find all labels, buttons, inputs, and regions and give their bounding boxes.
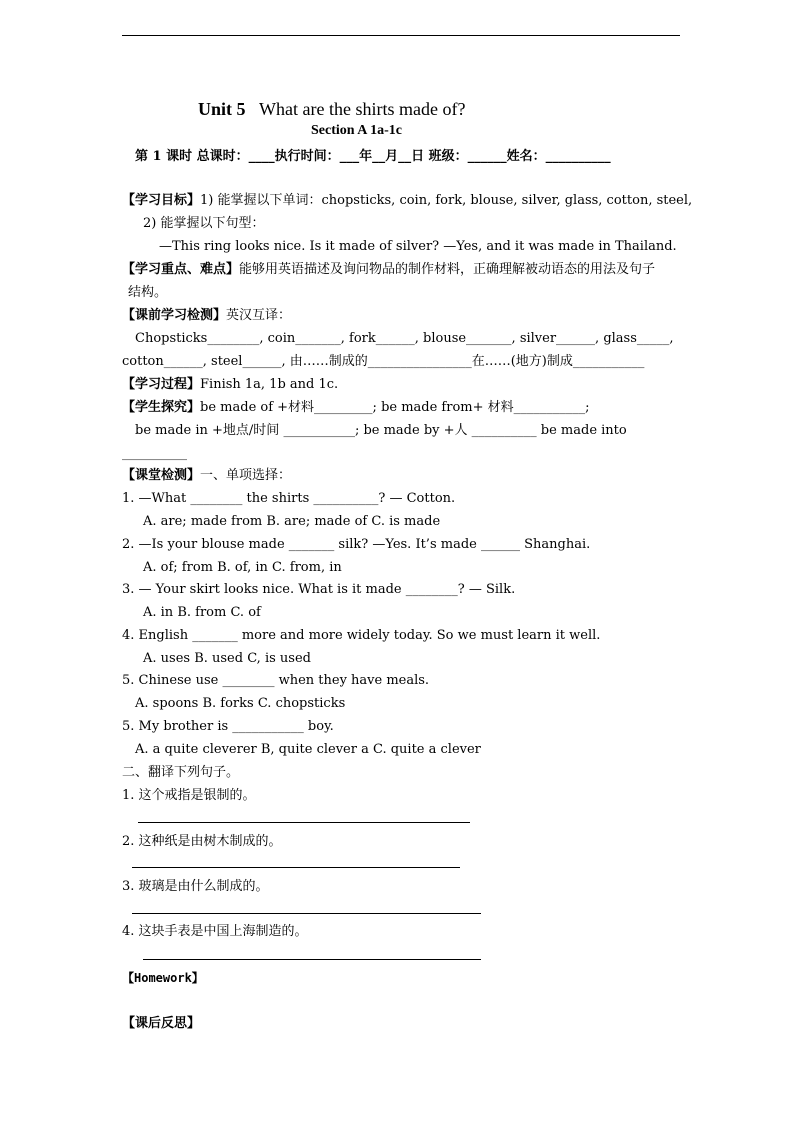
goals-label: 【学习目标】: [122, 193, 201, 208]
translation-3: 3. 玻璃是由什么制成的。: [122, 879, 269, 894]
unit-title: [198, 98, 465, 120]
answer-line-4[interactable]: [143, 959, 481, 960]
answer-line-3[interactable]: [132, 913, 481, 914]
reflection-heading: 【课后反思】: [122, 1016, 201, 1031]
quiz-options-2: A. of; from B. of, in C. from, in: [143, 560, 342, 575]
preview-label: 【课前学习检测】: [122, 308, 227, 323]
quiz-options-1: A. are; made from B. are; made of C. is made: [143, 514, 441, 529]
quiz-part1: 一、单项选择：: [200, 468, 292, 483]
answer-line-1[interactable]: [138, 822, 470, 823]
quiz-options-3: A. in B. from C. of: [143, 605, 261, 620]
goals-words: 1) 能掌握以下单词：chopsticks, coin, fork, blouse, silver, glass, cotton, steel,: [200, 193, 693, 208]
explore-label: 【学生探究】: [122, 400, 201, 415]
preview-line1: Chopsticks________, coin_______, fork______, blouse_______, silver______, glass_____,: [135, 331, 674, 346]
quiz-options-5: A. spoons B. forks C. chopsticks: [135, 696, 346, 711]
lesson-info: 第 1 课时 总课时：____执行时间：___年__月__日 班级：______姓名：__________: [135, 149, 611, 164]
homework-heading: 【Homework】: [122, 971, 204, 985]
keypoints-line1: [122, 261, 655, 279]
answer-line-2[interactable]: [132, 867, 460, 868]
header-rule: [122, 35, 680, 36]
process-text: Finish 1a, 1b and 1c.: [200, 377, 339, 392]
goals-sentence: —This ring looks nice. Is it made of silver? —Yes, and it was made in Thailand.: [159, 239, 677, 254]
preview-heading: [122, 307, 291, 325]
preview-title: 英汉互译：: [226, 308, 292, 323]
quiz-part2: 二、翻译下列句子。: [122, 765, 240, 780]
quiz-question-4: 4. English _______ more and more widely today. So we must learn it well.: [122, 628, 601, 643]
quiz-question-3: 3. — Your skirt looks nice. What is it made ________? — Silk.: [122, 582, 516, 597]
explore-line1: [122, 399, 590, 417]
translation-1: 1. 这个戒指是银制的。: [122, 788, 256, 803]
unit-question: What are the shirts made of?: [259, 99, 466, 119]
goals-line1: [122, 192, 692, 210]
process-line: [122, 376, 338, 394]
quiz-heading: [122, 467, 291, 485]
quiz-label: 【课堂检测】: [122, 468, 201, 483]
unit-number: Unit 5: [198, 99, 246, 119]
quiz-question-2: 2. —Is your blouse made _______ silk? —Yes. It’s made ______ Shanghai.: [122, 537, 591, 552]
section-title: Section A 1a-1c: [311, 123, 402, 138]
translation-4: 4. 这块手表是中国上海制造的。: [122, 924, 308, 939]
quiz-question-5: 5. Chinese use ________ when they have meals.: [122, 673, 430, 688]
quiz-question-1: 1. —What ________ the shirts __________? — Cotton.: [122, 491, 456, 506]
keypoints-text: 能够用英语描述及询问物品的制作材料，正确理解被动语态的用法及句子: [239, 262, 656, 277]
preview-line2: cotton______, steel______, 由……制成的________________在……(地方)制成___________: [122, 354, 645, 369]
goals-line2: 2) 能掌握以下句型：: [143, 216, 265, 231]
quiz-options-4: A. uses B. used C, is used: [143, 651, 311, 666]
quiz-options-6: A. a quite cleverer B, quite clever a C. quite a clever: [135, 742, 481, 757]
keypoints-line2: 结构。: [128, 285, 168, 300]
explore-line3: __________: [122, 446, 187, 461]
explore-line2: be made in +地点/时间 ___________; be made by +人 __________ be made into: [135, 423, 627, 438]
quiz-question-6: 5. My brother is ___________ boy.: [122, 719, 334, 734]
translation-2: 2. 这种纸是由树木制成的。: [122, 834, 282, 849]
keypoints-label: 【学习重点、难点】: [122, 262, 240, 277]
explore-text: be made of +材料_________; be made from+ 材料___________;: [200, 400, 590, 415]
process-label: 【学习过程】: [122, 377, 201, 392]
